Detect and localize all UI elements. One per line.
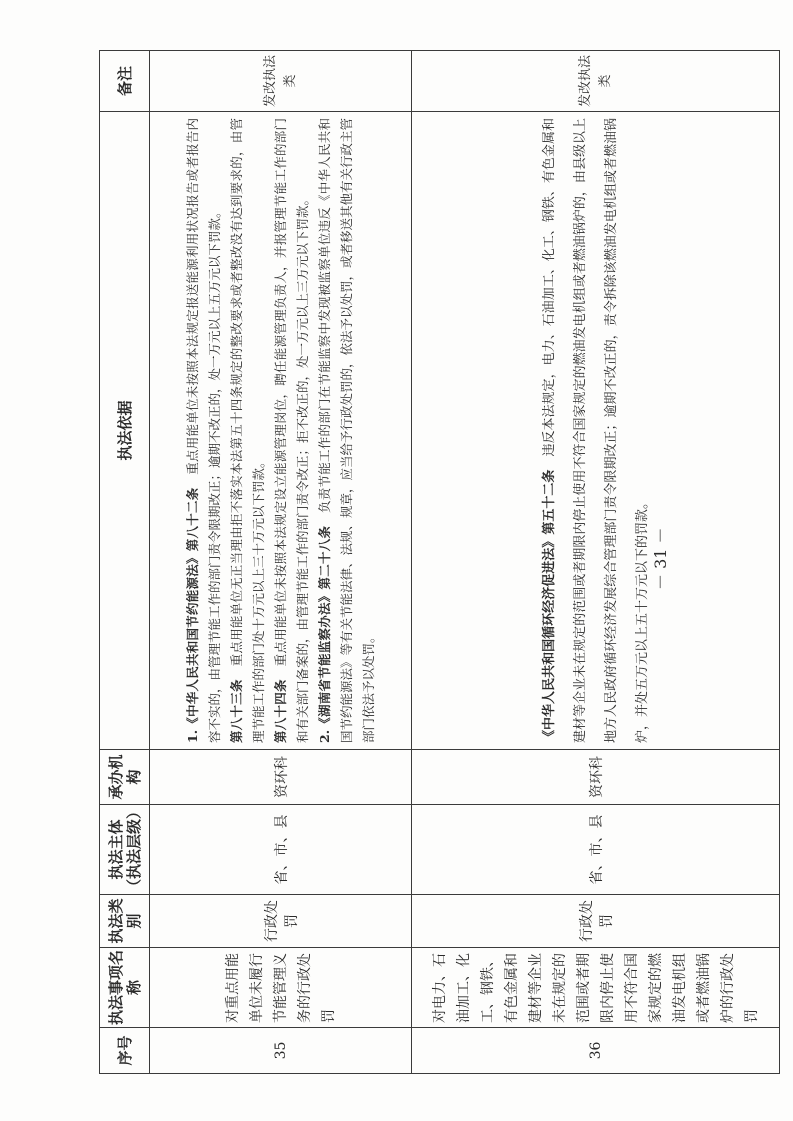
cell-office: 资环科 <box>150 750 412 805</box>
cell-category: 行政处罚 <box>412 895 780 948</box>
basis-paragraph: 第八十四条 重点用能单位未按照本法规定设立能源管理岗位，聘任能源管理负责人，并报管理节能工作的部门和有关部门备案的，由管理节能工作的部门责令改正；拒不改正的，处一万元以上三万元以下罚款。 <box>272 118 310 743</box>
cell-seq: 35 <box>150 1028 412 1074</box>
basis-paragraph: 1.《中华人民共和国节约能源法》第八十二条 重点用能单位未按照本法规定报送能源利用状况报告或者报告内容不实的，由管理节能工作的部门责令限期改正；逾期不改正的，处一万元以上五万元以下罚款。 <box>184 118 222 743</box>
cell-subject: 省、市、县 <box>150 805 412 895</box>
page-number: － 31 － <box>651 527 670 590</box>
cell-subject: 省、市、县 <box>412 805 780 895</box>
cell-item: 对重点用能单位未履行节能管理义务的行政处罚 <box>150 948 412 1028</box>
header-seq: 序号 <box>100 1028 150 1074</box>
table-header-row <box>100 51 150 1074</box>
header-category: 执法类别 <box>100 895 150 948</box>
header-subject: 执法主体（执法层级） <box>100 805 150 895</box>
cell-office: 资环科 <box>412 750 780 805</box>
header-note: 备注 <box>100 51 150 112</box>
cell-note: 发改执法类 <box>412 51 780 112</box>
cell-category: 行政处罚 <box>150 895 412 948</box>
basis-paragraph: 第八十三条 重点用能单位无正当理由拒不落实本法第五十四条规定的整改要求或者整改没有达到要求的，由管理节能工作的部门处十万元以上三十万元以下罚款。 <box>228 118 266 743</box>
header-item: 执法事项名称 <box>100 948 150 1028</box>
cell-item: 对电力、石油加工、化工、钢铁、有色金属和建材等企业未在规定的范围或者期限内停止使用不符合国家规定的燃油发电机组或者燃油锅炉的行政处罚 <box>412 948 780 1028</box>
cell-basis <box>150 112 412 750</box>
header-basis: 执法依据 <box>100 112 150 750</box>
cell-seq: 36 <box>412 1028 780 1074</box>
basis-paragraph: 2.《湖南省节能监察办法》第二十八条 负责节能工作的部门在节能监察中发现被监察单位违反《中华人民共和国节约能源法》等有关节能法律、法规、规章，应当给予行政处罚的，依法予以处罚，或者移送其他有关行政主管部门依法予以处罚。 <box>316 117 376 743</box>
cell-basis <box>412 112 780 750</box>
header-office: 承办机构 <box>100 750 150 805</box>
basis-paragraph: 《中华人民共和国循环经济促进法》第五十二条 违反本法规定，电力、石油加工、化工、钢铁、有色金属和建材等企业未在规定的范围或者期限内停止使用不符合国家规定的燃油发电机组或者燃油锅炉的，由县级以上地方人民政府循环经济发展综合管理部门责令限期改正；逾期不改正的，责令拆除该燃油发电机组或者燃油锅炉，并处五万元以上五十万元以下的罚款。 <box>541 118 650 743</box>
cell-note: 发改执法类 <box>150 51 412 112</box>
table-row <box>150 51 412 1074</box>
